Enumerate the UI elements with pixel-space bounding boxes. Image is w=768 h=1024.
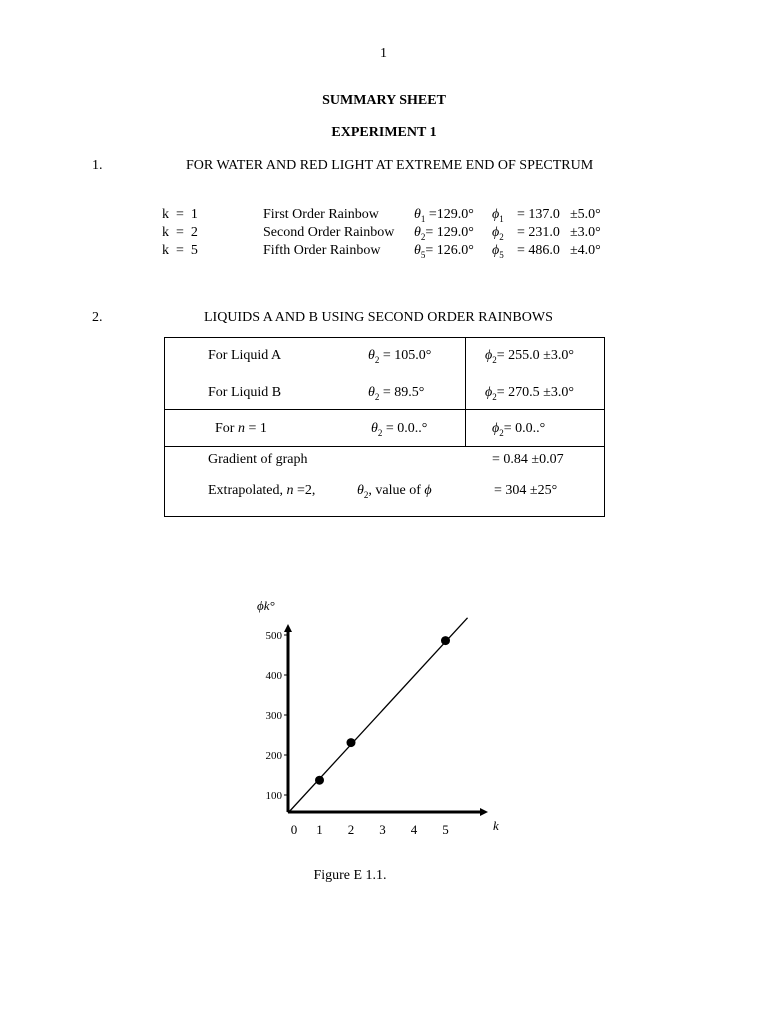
x-tick-label: 5	[442, 822, 449, 837]
page-title: SUMMARY SHEET	[322, 93, 446, 108]
phi-number: = 231.0	[517, 225, 560, 240]
section2-number: 2.	[92, 310, 103, 325]
phi-value: $\phi_2$	[492, 225, 504, 242]
data-point	[441, 636, 450, 645]
rainbow-graph	[0, 580, 768, 880]
phi-number: = 486.0	[517, 243, 560, 258]
row-label: Gradient of graph	[208, 452, 308, 467]
phi-error: ±4.0°	[570, 243, 601, 258]
row-label: Extrapolated, n =2,	[208, 483, 316, 498]
x-tick-label: 0	[290, 822, 298, 837]
phi-value: $\phi_2= 255.0 \pm 3.0^\circ$	[485, 348, 574, 365]
k-value: k = 2	[162, 225, 198, 240]
theta-value: $\theta_1 =129.0^\circ$	[414, 207, 474, 224]
section2-heading: LIQUIDS A AND B USING SECOND ORDER RAINBOWS	[204, 310, 553, 325]
rainbow-label: First Order Rainbow	[263, 207, 379, 222]
data-point	[315, 776, 324, 785]
y-tick-label: 300	[265, 710, 282, 722]
rainbow-label: Second Order Rainbow	[263, 225, 395, 240]
extrapolated-mid: $\theta_2$, value of ϕ	[357, 483, 432, 500]
row-label: For Liquid B	[208, 385, 282, 400]
y-tick-label: 200	[265, 750, 282, 762]
theta-value: $\theta_2 = 0.0..^\circ$	[371, 421, 428, 438]
row-label: For Liquid A	[208, 348, 282, 363]
gradient-value: = 0.84 ±0.07	[492, 452, 564, 467]
row-label: For n = 1	[215, 421, 267, 436]
data-point	[347, 738, 356, 747]
phi-value: $\phi_1$	[492, 207, 504, 224]
x-axis-arrow	[480, 808, 488, 816]
table-divider	[164, 446, 604, 447]
table-divider	[164, 409, 604, 410]
theta-value: $\theta_2 = 89.5^\circ$	[368, 385, 425, 402]
x-tick-label: 4	[410, 822, 418, 837]
fit-line	[288, 618, 468, 813]
page-number: 1	[380, 46, 387, 61]
phi-value: $\phi_2= 270.5 \pm 3.0^\circ$	[485, 385, 574, 402]
y-tick-label: 400	[265, 670, 282, 682]
theta-value: $\theta_5= 126.0^\circ$	[414, 243, 474, 260]
section1-heading: FOR WATER AND RED LIGHT AT EXTREME END OF SPECTRUM	[186, 158, 594, 173]
y-axis-label: ϕk°	[257, 598, 275, 613]
x-tick-label: 2	[347, 822, 355, 837]
y-axis-arrow	[284, 624, 292, 632]
page-subtitle: EXPERIMENT 1	[331, 125, 437, 140]
table-divider	[465, 337, 466, 446]
figure-caption: Figure E 1.1.	[313, 868, 387, 883]
section1-number: 1.	[92, 158, 103, 173]
theta-value: $\theta_2= 129.0^\circ$	[414, 225, 474, 242]
phi-error: ±3.0°	[570, 225, 601, 240]
k-value: k = 1	[162, 207, 198, 222]
rainbow-label: Fifth Order Rainbow	[263, 243, 381, 258]
phi-value: $\phi_2= 0.0..^\circ$	[492, 421, 546, 438]
phi-number: = 137.0	[517, 207, 560, 222]
phi-value: $\phi_5$	[492, 243, 504, 260]
x-tick-label: 3	[379, 822, 386, 837]
y-tick-label: 500	[265, 630, 282, 642]
x-axis-label: k	[493, 818, 499, 833]
k-value: k = 5	[162, 243, 198, 258]
extrapolated-value: = 304 ±25°	[494, 483, 558, 498]
y-tick-label: 100	[265, 790, 282, 802]
x-tick-label: 1	[316, 822, 323, 837]
phi-error: ±5.0°	[570, 207, 601, 222]
theta-value: $\theta_2 = 105.0^\circ$	[368, 348, 432, 365]
